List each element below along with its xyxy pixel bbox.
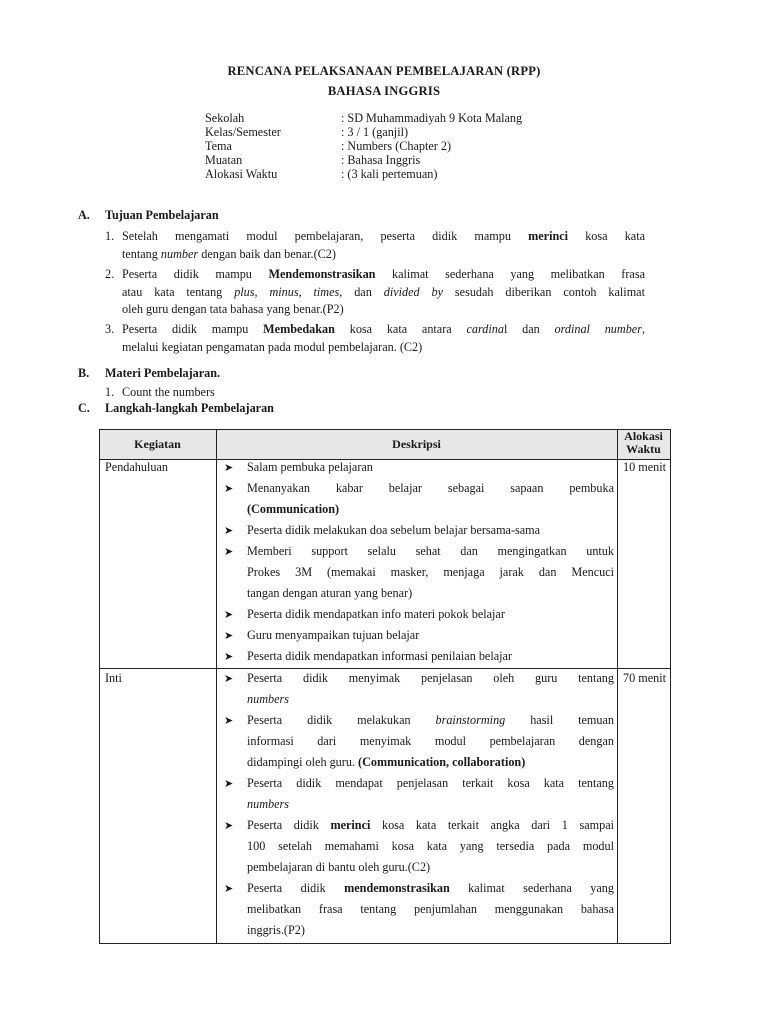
section-title: Materi Pembelajaran. bbox=[105, 366, 221, 380]
tujuan-line bbox=[122, 266, 645, 284]
arrow-bullet-icon: ➤ bbox=[224, 482, 234, 495]
header-deskripsi: Deskripsi bbox=[392, 437, 441, 451]
text: sesudah diberikan contoh kalimat bbox=[443, 284, 645, 299]
table-border bbox=[99, 429, 100, 944]
tujuan-item-2 bbox=[105, 266, 645, 319]
text: Peserta didik mampu bbox=[122, 322, 264, 336]
meta-value: : Numbers (Chapter 2) bbox=[341, 139, 451, 153]
text-italic: ordinal number bbox=[554, 322, 642, 336]
document-title: RENCANA PELAKSANAAN PEMBELAJARAN (RPP) bbox=[227, 64, 541, 78]
arrow-bullet-icon: ➤ bbox=[224, 524, 234, 537]
list-item: ➤ Peserta didik melakukan brainstorming hasil temuan informasi dari menyimak modul pembelajaran dengan didampingi oleh guru. (Communication, collaboration) bbox=[221, 710, 614, 773]
header-waktu-line: Waktu bbox=[626, 442, 661, 456]
arrow-bullet-icon: ➤ bbox=[224, 777, 234, 790]
meta-value: : (3 kali pertemuan) bbox=[341, 167, 438, 181]
meta-row-tema bbox=[205, 139, 625, 153]
row-alokasi-pendahuluan: 10 menit bbox=[623, 460, 666, 474]
list-item: ➤ Menanyakan kabar belajar sebagai sapaan pembuka (Communication) bbox=[221, 478, 614, 520]
list-item: ➤ Peserta didik melakukan doa sebelum belajar bersama-sama bbox=[221, 520, 614, 541]
tujuan-line bbox=[122, 247, 336, 261]
list-item: ➤ Peserta didik mendemonstrasikan kalimat sederhana yang melibatkan frasa tentang penjumlahan menggunakan bahasa inggris.(P2) bbox=[221, 878, 614, 941]
document-subject: BAHASA INGGRIS bbox=[327, 84, 441, 98]
list-item: ➤ Peserta didik merinci kosa kata terkait angka dari 1 sampai 100 setelah memahami kosa kata yang tersedia pada modul pembelajaran di bantu oleh guru.(C2) bbox=[221, 815, 614, 878]
meta-value: : Bahasa Inggris bbox=[341, 153, 421, 167]
list-item: ➤ Peserta didik mendapatkan informasi penilaian belajar bbox=[221, 646, 614, 667]
arrow-bullet-icon: ➤ bbox=[224, 629, 234, 642]
meta-row-sekolah bbox=[205, 111, 625, 125]
header-alokasi-line: Alokasi bbox=[624, 429, 663, 443]
list-item: ➤ Peserta didik menyimak penjelasan oleh guru tentang numbers bbox=[221, 668, 614, 710]
list-item: ➤ Peserta didik mendapat penjelasan terkait kosa kata tentang numbers bbox=[221, 773, 614, 815]
list-item: ➤ Guru menyampaikan tujuan belajar bbox=[221, 625, 614, 646]
meta-label: Alokasi Waktu bbox=[205, 167, 278, 181]
table-border bbox=[216, 429, 217, 944]
tujuan-item-1 bbox=[105, 228, 645, 263]
arrow-bullet-icon: ➤ bbox=[224, 608, 234, 621]
list-number: 2. bbox=[105, 267, 115, 281]
tujuan-line bbox=[122, 284, 645, 302]
table-border bbox=[99, 943, 671, 944]
text-bold: Mendemonstrasikan bbox=[268, 267, 376, 281]
list-item: ➤ Memberi support selalu sehat dan mengingatkan untuk Prokes 3M (memakai masker, menjaga jarak dan Mencuci tangan dengan aturan yang benar) bbox=[221, 541, 614, 604]
list-item: ➤ Peserta didik mendapatkan info materi pokok belajar bbox=[221, 604, 614, 625]
row-kegiatan-inti: Inti bbox=[105, 671, 122, 685]
table-border bbox=[670, 429, 671, 944]
text: Peserta didik mampu bbox=[122, 267, 269, 281]
text: dengan baik dan benar.(C2) bbox=[198, 246, 336, 261]
meta-value: : 3 / 1 (ganjil) bbox=[341, 125, 409, 139]
list-item: ➤ Salam pembuka pelajaran bbox=[221, 457, 614, 478]
tujuan-line: oleh guru dengan tata bahasa yang benar.(P2) bbox=[122, 302, 344, 316]
section-letter: B. bbox=[78, 366, 90, 380]
arrow-bullet-icon: ➤ bbox=[224, 461, 234, 474]
inti-list bbox=[221, 668, 614, 941]
text-italic: divided by bbox=[383, 284, 444, 299]
text-bold: Membedakan bbox=[263, 322, 335, 336]
meta-row-alokasi bbox=[205, 167, 625, 181]
list-number: 3. bbox=[105, 322, 115, 336]
text: l dan bbox=[503, 322, 555, 336]
list-number: 1. bbox=[105, 385, 115, 399]
row-alokasi-inti: 70 menit bbox=[623, 671, 666, 685]
tujuan-line bbox=[122, 228, 645, 246]
arrow-bullet-icon: ➤ bbox=[224, 650, 234, 663]
arrow-bullet-icon: ➤ bbox=[224, 545, 234, 558]
header-kegiatan: Kegiatan bbox=[134, 437, 181, 451]
text: Setelah mengamati modul pembelajaran, peserta didik mampu bbox=[122, 229, 529, 243]
meta-row-muatan bbox=[205, 153, 625, 167]
text-italic: number bbox=[160, 246, 199, 261]
text-italic: cardina bbox=[466, 322, 504, 336]
meta-value: : SD Muhammadiyah 9 Kota Malang bbox=[341, 111, 523, 125]
meta-label: Muatan bbox=[205, 153, 243, 167]
text: dan bbox=[342, 284, 384, 299]
list-number: 1. bbox=[105, 229, 115, 243]
text: atau kata tentang bbox=[122, 284, 235, 299]
text: tentang bbox=[122, 246, 161, 261]
text: kalimat sederhana yang melibatkan frasa bbox=[375, 267, 645, 281]
pendahuluan-list bbox=[221, 457, 614, 667]
table-border bbox=[99, 429, 671, 430]
meta-label: Tema bbox=[205, 139, 232, 153]
tujuan-line: melalui kegiatan pengamatan pada modul pembelajaran. (C2) bbox=[122, 339, 423, 354]
text-italic: plus, minus, times, bbox=[234, 284, 343, 299]
text: , bbox=[641, 322, 645, 336]
arrow-bullet-icon: ➤ bbox=[224, 882, 234, 895]
tujuan-line bbox=[122, 321, 645, 339]
row-kegiatan-pendahuluan: Pendahuluan bbox=[105, 460, 168, 474]
tujuan-item-3 bbox=[105, 321, 645, 356]
meta-label: Sekolah bbox=[205, 111, 245, 125]
arrow-bullet-icon: ➤ bbox=[224, 819, 234, 832]
materi-item-1 bbox=[105, 384, 645, 402]
text: kosa kata antara bbox=[334, 322, 467, 336]
table-border bbox=[617, 429, 618, 944]
meta-row-kelas bbox=[205, 125, 625, 139]
arrow-bullet-icon: ➤ bbox=[224, 714, 234, 727]
section-title: Langkah-langkah Pembelajaran bbox=[105, 401, 274, 415]
text: kosa kata bbox=[568, 229, 645, 243]
section-title: Tujuan Pembelajaran bbox=[105, 208, 219, 222]
section-letter: A. bbox=[78, 208, 90, 222]
materi-text: Count the numbers bbox=[122, 385, 215, 399]
arrow-bullet-icon: ➤ bbox=[224, 672, 234, 685]
header-alokasi-waktu bbox=[617, 430, 670, 456]
identity-block bbox=[205, 111, 625, 181]
meta-label: Kelas/Semester bbox=[205, 125, 281, 139]
section-letter: C. bbox=[78, 401, 90, 415]
text-bold: merinci bbox=[528, 229, 569, 243]
